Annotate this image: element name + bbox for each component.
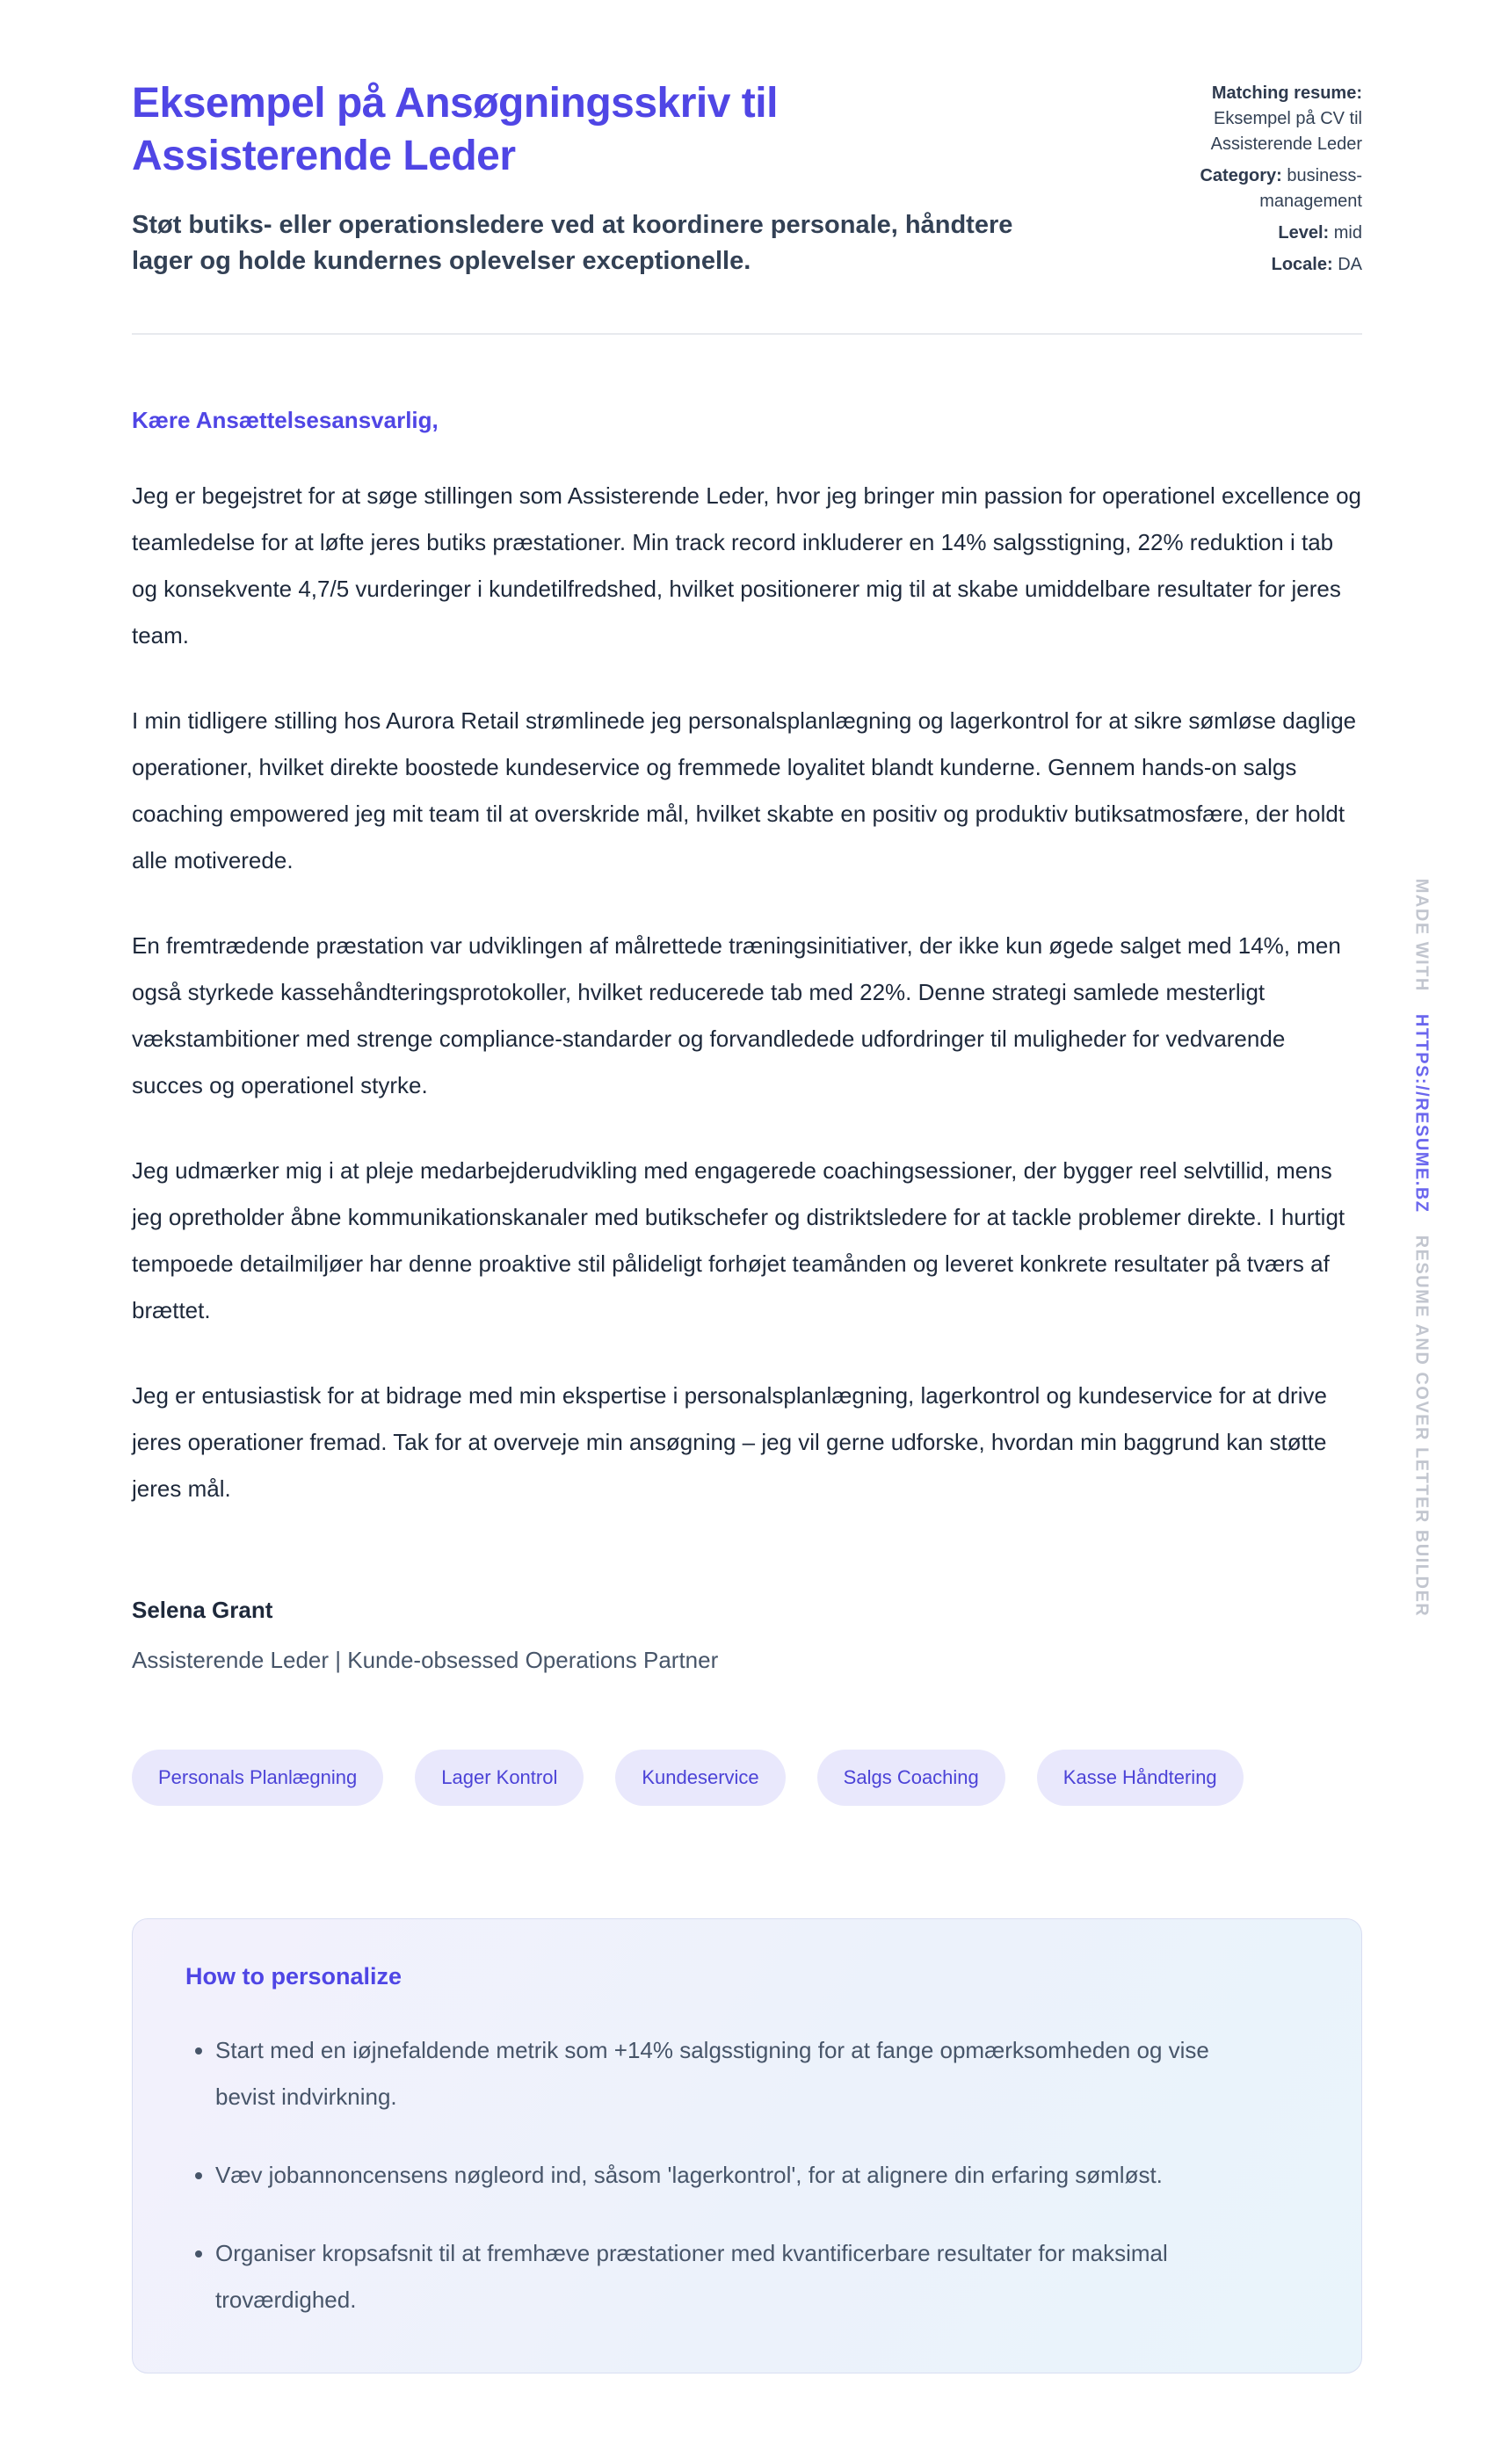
meta-label: Locale: — [1271, 255, 1333, 274]
content-column — [132, 0, 1362, 2373]
tip-item: • Organiser kropsafsnit til at fremhæve præstationer med kvantificerbare resultater for maksimal troværdighed. — [215, 2230, 1275, 2323]
letter-paragraph: I min tidligere stilling hos Aurora Retail strømlinede jeg personalsplanlægning og lagerkontrol for at sikre sømløse daglige operationer, hvilket direkte boostede kundeservice og fremmede loyalitet blandt kunderne. Gennem hands-on salgs coaching empowered jeg mit team til at overskride mål, hvilket skabte en positiv og produktiv butiksatmosfære, der holdt alle motiverede. — [132, 707, 1357, 873]
meta-value: mid — [1333, 223, 1362, 243]
tag-salgs-coaching[interactable]: Salgs Coaching — [817, 1750, 1005, 1806]
credit-resume-bz-link[interactable]: HTTPS://RESUME.BZ — [1411, 1013, 1432, 1214]
tip-item: • Start med en iøjnefaldende metrik som +14% salgsstigning for at fange opmærksomheden og vise bevist indvirkning. — [215, 2027, 1275, 2120]
letter-paragraph: Jeg udmærker mig i at pleje medarbejderudvikling med engagerede coachingsessioner, der bygger reel selvtillid, mens jeg opretholder åbne kommunikationskanaler med butikschefer og distriktsledere for at tackle problemer direkte. I hurtigt tempoede detailmiljøer har denne proaktive stil pålideligt forhøjet teamånden og leveret konkrete resultater på tværs af brættet. — [132, 1157, 1345, 1323]
letter-paragraph: Jeg er begejstret for at søge stillingen som Assisterende Leder, hvor jeg bringer min passion for operationel excellence og teamledelse for at løfte jeres butiks præstationer. Min track record inkluderer en 14% salgsstigning, 22% reduktion i tab og konsekvente 4,7/5 vurderinger i kundetilfredshed, hvilket positionerer mig til at skabe umiddelbare resultater for jeres team. — [132, 482, 1361, 649]
meta-row-locale — [1144, 252, 1362, 278]
tag-kasse-haandtering[interactable]: Kasse Håndtering — [1037, 1750, 1244, 1806]
how-to-personalize-box — [132, 1918, 1362, 2373]
tag-kundeservice[interactable]: Kundeservice — [615, 1750, 785, 1806]
header-text-block — [132, 77, 1037, 279]
tip-box-heading: How to personalize — [185, 1963, 403, 1989]
meta-block — [1144, 77, 1362, 284]
vertical-credit — [1411, 879, 1432, 1617]
meta-label: Level: — [1278, 223, 1330, 243]
letter-paragraph: En fremtrædende præstation var udviklingen af målrettede træningsinitiativer, der ikke kun øgede salget med 14%, men også styrkede kassehåndteringsprotokoller, hvilket reducerede tab med 22%. Denne strategi samlede mesterligt vækstambitioner med strenge compliance-standarder og forvandledede udfordringer til muligheder for vedvarende succes og operationel styrke. — [132, 932, 1341, 1098]
meta-label: Matching resume: — [1211, 83, 1362, 103]
credit-made-with: MADE WITH — [1411, 878, 1432, 992]
matching-resume-link[interactable]: Eksempel på CV til Assisterende Leder — [1210, 109, 1362, 154]
tag-lager-kontrol[interactable]: Lager Kontrol — [415, 1750, 584, 1806]
meta-value: DA — [1338, 255, 1362, 274]
tip-item: • Væv jobannoncensens nøgleord ind, såsom 'lagerkontrol', for at alignere din erfaring sømløst. — [215, 2152, 1275, 2199]
meta-row-matching-resume — [1144, 81, 1362, 157]
cover-letter-body — [132, 407, 1362, 1674]
meta-label: Category: — [1200, 166, 1282, 185]
page-subtitle: Støt butiks- eller operationsledere ved at koordinere personale, håndtere lager og holde kundernes oplevelser exceptionelle. — [132, 211, 1013, 275]
credit-suffix: RESUME AND COVER LETTER BUILDER — [1411, 1235, 1432, 1618]
page-title: Eksempel på Ansøgningsskriv til Assisterende Leder — [132, 80, 778, 179]
signature-name: Selena Grant — [132, 1597, 273, 1623]
meta-row-level — [1144, 221, 1362, 246]
salutation: Kære Ansættelsesansvarlig, — [132, 407, 439, 433]
meta-value: business-management — [1259, 166, 1362, 211]
tag-personals-planlaegning[interactable]: Personals Planlægning — [132, 1750, 383, 1806]
skill-tags — [132, 1750, 1362, 1806]
header — [132, 77, 1362, 284]
header-divider — [132, 333, 1362, 335]
signature-title: Assisterende Leder | Kunde-obsessed Operations Partner — [132, 1647, 719, 1673]
tip-list — [185, 2027, 1275, 2323]
meta-row-category — [1144, 163, 1362, 214]
letter-paragraph: Jeg er entusiastisk for at bidrage med min ekspertise i personalsplanlægning, lagerkontrol og kundeservice for at drive jeres operationer fremad. Tak for at overveje min ansøgning – jeg vil gerne udforske, hvordan min baggrund kan støtte jeres mål. — [132, 1382, 1327, 1502]
